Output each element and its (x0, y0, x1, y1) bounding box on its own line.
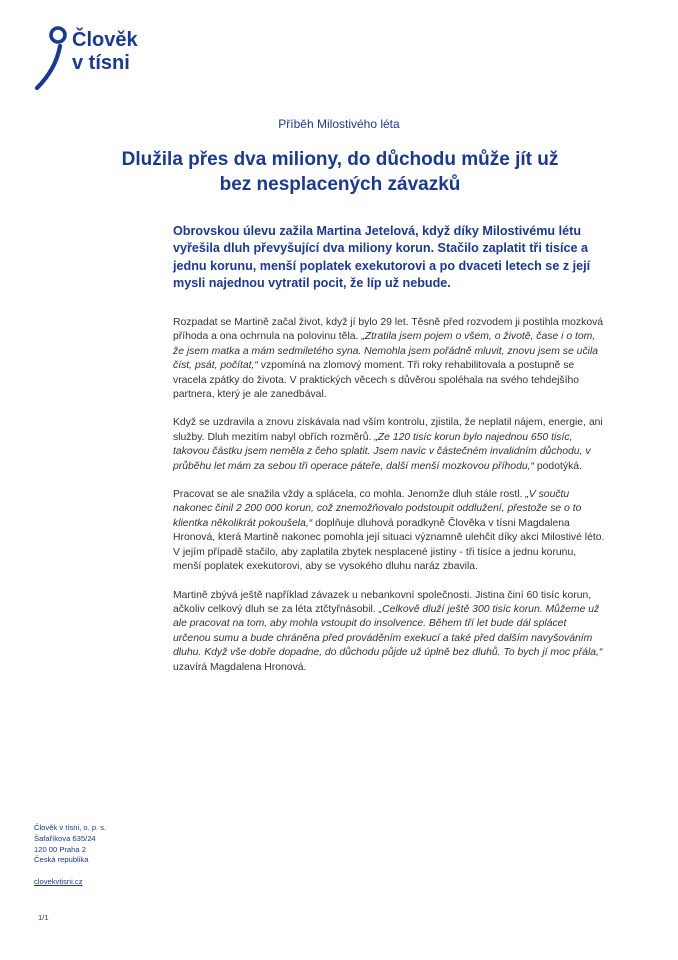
paragraph-text: uzavírá Magdalena Hronová. (173, 661, 307, 673)
website-link[interactable]: clovekvtisni.cz (34, 877, 83, 887)
quote-text: „Ztratila jsem pojem o všem, o životě, čase i o tom, že jsem matka a mám sedmiletého syna. Nemohla jsem pořádně mluvit, znovu jsem se učila číst, psát, počítat,“ (173, 331, 599, 372)
person-arc-icon (34, 25, 70, 91)
logo-wordmark (72, 29, 138, 75)
address-line: Česká republika (34, 855, 89, 865)
address-line: Člověk v tísni, o. p. s. (34, 823, 107, 832)
article-lead: Obrovskou úlevu zažila Martina Jetelová, když díky Milostivému létu vyřešila dluh převyšující dva miliony korun. Stačilo zaplatit tři tisíce a jednu korunu, menší poplatek exekutorovi a po dvaceti letech se z její mysli najednou vytratil pocit, že líp už nebude. (173, 224, 591, 290)
paragraph-text: doplňuje dluhová poradkyně Člověka v tísni Magdalena Hronová, která Martině nakonec pomohla její situaci významně ulehčit díky akci Milostivé léto. V jejím případě stačilo, aby zaplatila zbytek nesplacené jistiny - tři tisíce a jednu korunu, menší poplatek exekutorovi, aby se vysokého dluhu naráz zbavila. (173, 517, 605, 573)
body-paragraph (173, 488, 605, 574)
body-paragraph (173, 589, 605, 675)
logo-line-2: v tísni (72, 52, 130, 74)
paragraph-text: Martině zbývá ještě například závazek u nebankovní společnosti. Jistina činí 60 tisíc korun, ačkoliv celkový dluh se za léta ztčtyřnásobil. (173, 589, 592, 615)
quote-text: „Ze 120 tisíc korun bylo najednou 650 tisíc, takovou částku jsem neměla z čeho splatit. Jsem navíc v částečném invalidním důchodu, v průběhu let mám za sebou tři operace páteře, další menší mozkovou příhodu,“ (173, 431, 591, 472)
quote-text: „V součtu nakonec činil 2 200 000 korun, což znemožňovalo podstoupit oddlužení, přestože se o to klientka několikrát pokoušela,“ (173, 489, 582, 529)
paragraph-text: podotýká. (533, 460, 582, 472)
article-title: Dlužila přes dva miliony, do důchodu může jít už bez nesplacených závazků (121, 149, 559, 195)
body-paragraph (173, 316, 605, 402)
paragraph-text: vzpomíná na zlomový moment. Tři roky rehabilitovala a postupně se vracela zpátky do života. V praktických věcech s důvěrou spoléhala na svého tehdejšího partnera, který je ale zanedbával. (173, 360, 580, 401)
footer-address (34, 823, 106, 888)
quote-text: „Celkově dluží ještě 300 tisíc korun. Můžeme už ale pracovat na tom, aby mohla vstoupit do insolvence. Během tří let bude dál splácet určenou sumu a bude chráněna před prováděním exekucí a také před dalším navyšováním dluhu. Když vše dobře dopadne, do důchodu půjde už úplně bez dluhů. To bych jí moc přála,“ (173, 603, 603, 659)
paragraph-text: Rozpadat se Martině začal život, když jí bylo 29 let. Těsně před rozvodem ji postihla mozková příhoda a ona ochrnula na polovinu těla. (173, 317, 604, 343)
body-paragraph (173, 416, 605, 474)
logo (34, 25, 164, 91)
logo-line-1: Člověk (72, 29, 138, 51)
paragraph-text: Pracovat se ale snažila vždy a splácela, co mohla. Jenomže dluh stále rostl. (173, 489, 526, 501)
address-line: 120 00 Praha 2 (34, 844, 86, 854)
page-number: 1/1 (38, 913, 49, 922)
story-kicker: Příběh Milostivého léta (278, 117, 400, 131)
address-line: Šafaříkova 635/24 (34, 833, 96, 843)
paragraph-text: Když se uzdravila a znovu získávala nad vším kontrolu, zjistila, že neplatil nájem, energie, ani služby. Dluh mezitím nabyl obřích rozměrů. (173, 417, 603, 443)
article-body (173, 316, 605, 689)
